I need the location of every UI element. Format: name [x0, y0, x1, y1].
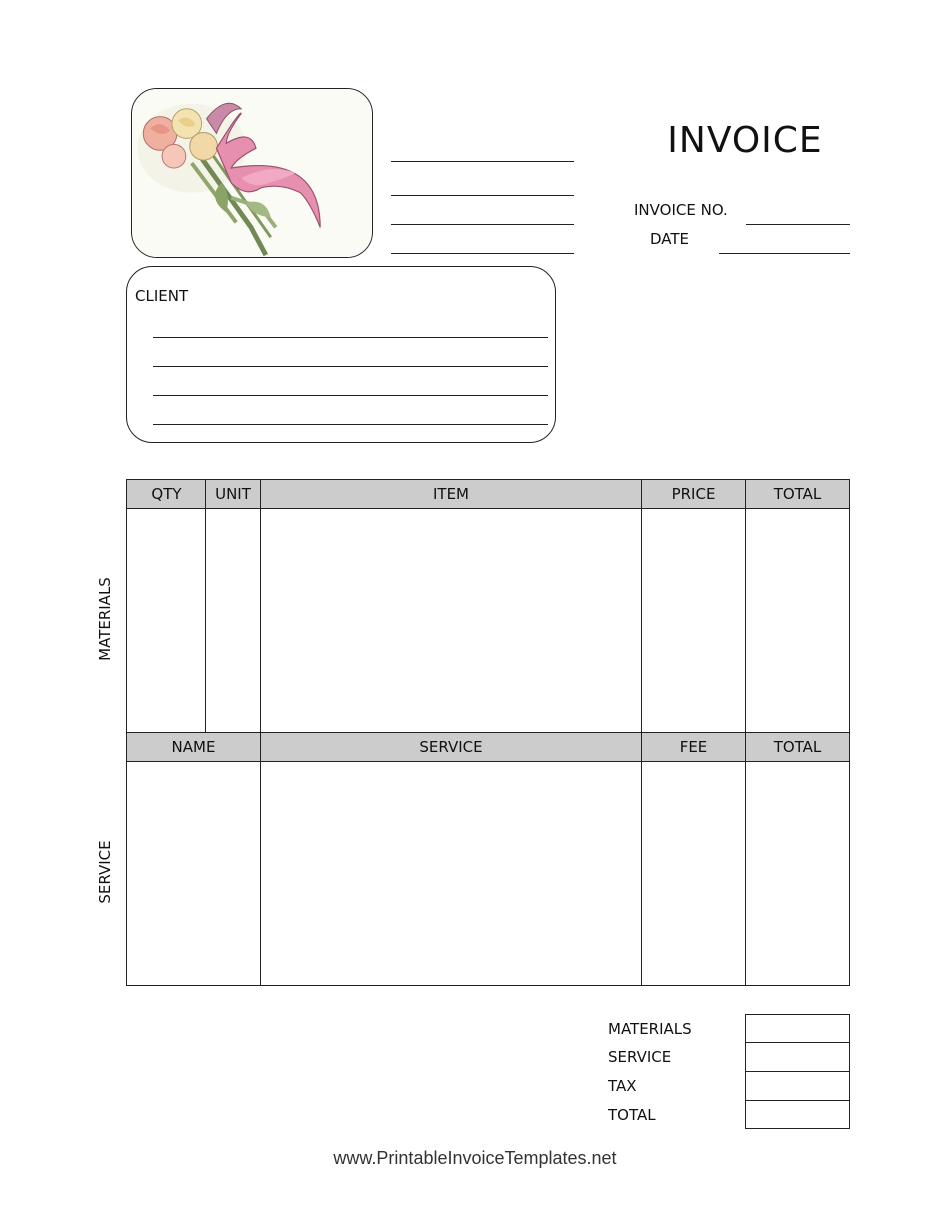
client-line-3[interactable]	[153, 395, 548, 396]
summary-tax-label: TAX	[608, 1077, 637, 1095]
client-label: CLIENT	[135, 287, 189, 305]
col-header-price: PRICE	[642, 480, 745, 508]
summary-service-cell[interactable]	[745, 1042, 850, 1072]
summary-materials-cell[interactable]	[745, 1014, 850, 1043]
date-field[interactable]	[719, 253, 850, 254]
col-header-item: ITEM	[261, 480, 641, 508]
invoice-no-field[interactable]	[746, 224, 850, 225]
logo-box	[131, 88, 373, 258]
summary-total-cell[interactable]	[745, 1100, 850, 1129]
invoice-no-label: INVOICE NO.	[634, 201, 728, 219]
rose-bouquet-icon	[132, 89, 372, 257]
summary-service-label: SERVICE	[608, 1048, 672, 1066]
client-line-4[interactable]	[153, 424, 548, 425]
col-header-qty: QTY	[127, 480, 206, 508]
col-header-service: SERVICE	[261, 733, 641, 761]
materials-section-label: MATERIALS	[96, 577, 114, 661]
footer-website-link[interactable]: www.PrintableInvoiceTemplates.net	[333, 1148, 617, 1168]
col-header-total: TOTAL	[746, 480, 849, 508]
company-line-2[interactable]	[391, 195, 574, 196]
date-label: DATE	[650, 230, 690, 248]
col-header-service-total: TOTAL	[746, 733, 849, 761]
materials-body[interactable]	[127, 509, 849, 732]
client-box	[126, 266, 556, 443]
summary-total-label: TOTAL	[608, 1106, 656, 1124]
invoice-title: INVOICE	[667, 120, 823, 161]
service-section-label: SERVICE	[96, 840, 114, 904]
col-header-fee: FEE	[642, 733, 745, 761]
summary-tax-cell[interactable]	[745, 1071, 850, 1101]
col-header-unit: UNIT	[206, 480, 260, 508]
col-header-name: NAME	[127, 733, 260, 761]
summary-materials-label: MATERIALS	[608, 1020, 692, 1038]
company-line-1[interactable]	[391, 161, 574, 162]
company-line-3[interactable]	[391, 224, 574, 225]
client-line-1[interactable]	[153, 337, 548, 338]
company-line-4[interactable]	[391, 253, 574, 254]
client-line-2[interactable]	[153, 366, 548, 367]
service-header-top	[126, 732, 850, 733]
service-body[interactable]	[127, 762, 849, 985]
